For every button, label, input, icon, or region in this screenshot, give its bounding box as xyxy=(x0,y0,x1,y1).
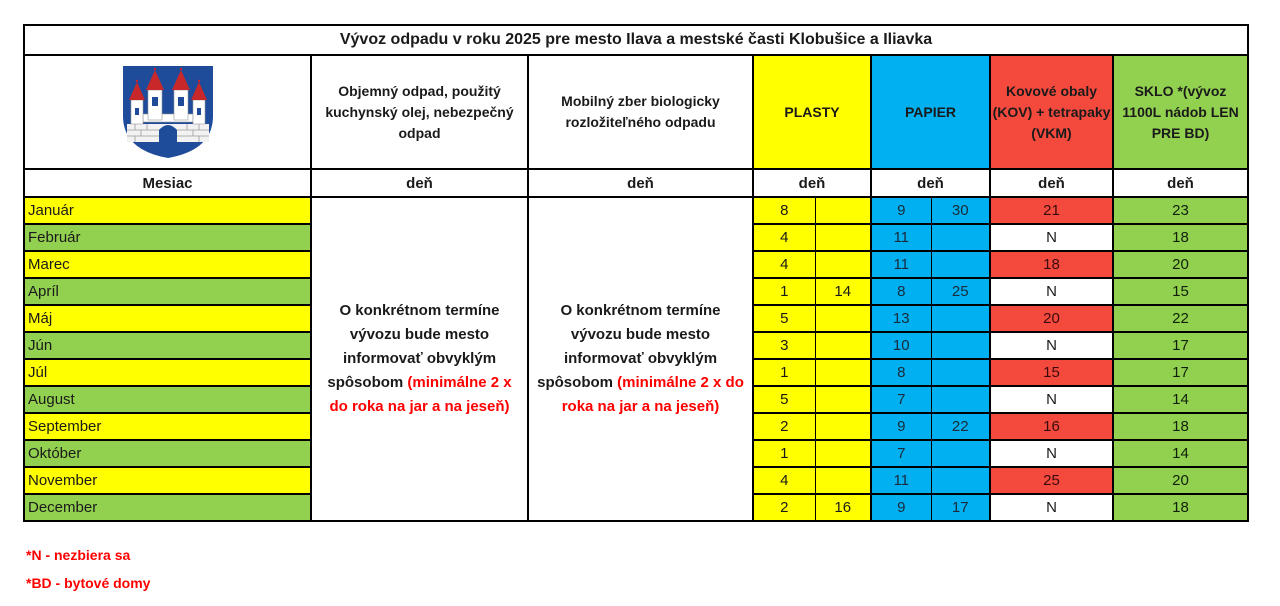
note-bio xyxy=(528,197,753,521)
papier-day-1: 11 xyxy=(871,467,931,494)
papier-day-2 xyxy=(931,305,990,332)
month-cell: Apríl xyxy=(24,278,311,305)
kov-day: N xyxy=(990,224,1113,251)
subheader-papier-day: deň xyxy=(871,169,990,197)
header-bio-waste: Mobilný zber biologicky rozložiteľného odpadu xyxy=(528,55,753,169)
plasty-day-2 xyxy=(815,332,871,359)
kov-day: 25 xyxy=(990,467,1113,494)
plasty-day-2 xyxy=(815,386,871,413)
plasty-day-1: 8 xyxy=(753,197,815,224)
month-cell: Júl xyxy=(24,359,311,386)
papier-day-1: 11 xyxy=(871,224,931,251)
note-bulky xyxy=(311,197,528,521)
header-sklo: SKLO *(vývoz 1100L nádob LEN PRE BD) xyxy=(1113,55,1248,169)
plasty-day-2 xyxy=(815,440,871,467)
papier-day-2 xyxy=(931,224,990,251)
plasty-day-2: 14 xyxy=(815,278,871,305)
subheader-month: Mesiac xyxy=(24,169,311,197)
sklo-day: 23 xyxy=(1113,197,1248,224)
month-cell: Október xyxy=(24,440,311,467)
note-bio-highlight: (minimálne 2 x do roka na jar a na jeseň) xyxy=(561,374,744,415)
header-kov: Kovové obaly (KOV) + tetrapaky (VKM) xyxy=(990,55,1113,169)
kov-day: 16 xyxy=(990,413,1113,440)
sklo-day: 20 xyxy=(1113,251,1248,278)
plasty-day-1: 1 xyxy=(753,359,815,386)
papier-day-2 xyxy=(931,359,990,386)
month-cell: November xyxy=(24,467,311,494)
sklo-day: 20 xyxy=(1113,467,1248,494)
schedule-rows xyxy=(24,197,1248,521)
logo-cell xyxy=(24,55,311,169)
plasty-day-1: 4 xyxy=(753,467,815,494)
month-cell: September xyxy=(24,413,311,440)
plasty-day-2 xyxy=(815,359,871,386)
sklo-day: 15 xyxy=(1113,278,1248,305)
papier-day-2: 25 xyxy=(931,278,990,305)
kov-day: 20 xyxy=(990,305,1113,332)
papier-day-2: 22 xyxy=(931,413,990,440)
sklo-day: 22 xyxy=(1113,305,1248,332)
papier-day-1: 8 xyxy=(871,278,931,305)
papier-day-2 xyxy=(931,440,990,467)
papier-day-2 xyxy=(931,251,990,278)
plasty-day-1: 4 xyxy=(753,251,815,278)
papier-day-1: 7 xyxy=(871,440,931,467)
kov-day: N xyxy=(990,386,1113,413)
sklo-day: 14 xyxy=(1113,440,1248,467)
plasty-day-2 xyxy=(815,224,871,251)
subheader-plasty-day: deň xyxy=(753,169,871,197)
month-cell: Január xyxy=(24,197,311,224)
header-bulky-waste: Objemný odpad, použitý kuchynský olej, nebezpečný odpad xyxy=(311,55,528,169)
kov-day: 21 xyxy=(990,197,1113,224)
note-bulky-highlight: (minimálne 2 x do roka na jar a na jeseň) xyxy=(329,374,512,415)
papier-day-1: 13 xyxy=(871,305,931,332)
papier-day-2 xyxy=(931,332,990,359)
footnote-n: *N - nezbiera sa xyxy=(26,547,131,563)
subheader-bio-day: deň xyxy=(528,169,753,197)
papier-day-2 xyxy=(931,386,990,413)
footnote-bd: *BD - bytové domy xyxy=(26,575,151,591)
kov-day: N xyxy=(990,440,1113,467)
plasty-day-1: 3 xyxy=(753,332,815,359)
papier-day-2 xyxy=(931,467,990,494)
kov-day: N xyxy=(990,494,1113,521)
coat-of-arms-icon xyxy=(121,64,215,160)
sklo-day: 18 xyxy=(1113,413,1248,440)
plasty-day-1: 2 xyxy=(753,413,815,440)
note-bulky-text: O konkrétnom termíne vývozu bude mesto informovať obvyklým spôsobom xyxy=(327,302,500,391)
plasty-day-1: 1 xyxy=(753,440,815,467)
table-title: Vývoz odpadu v roku 2025 pre mesto Ilava a mestské časti Klobušice a Iliavka xyxy=(24,25,1248,55)
plasty-day-1: 1 xyxy=(753,278,815,305)
subheader-kov-day: deň xyxy=(990,169,1113,197)
month-cell: Jún xyxy=(24,332,311,359)
plasty-day-1: 4 xyxy=(753,224,815,251)
waste-schedule-table xyxy=(23,24,1249,522)
month-cell: Marec xyxy=(24,251,311,278)
subheader-sklo-day: deň xyxy=(1113,169,1248,197)
papier-day-1: 7 xyxy=(871,386,931,413)
sklo-day: 18 xyxy=(1113,494,1248,521)
kov-day: N xyxy=(990,332,1113,359)
month-cell: December xyxy=(24,494,311,521)
plasty-day-1: 5 xyxy=(753,305,815,332)
kov-day: 18 xyxy=(990,251,1113,278)
month-cell: Máj xyxy=(24,305,311,332)
header-papier: PAPIER xyxy=(871,55,990,169)
papier-day-2: 30 xyxy=(931,197,990,224)
sklo-day: 18 xyxy=(1113,224,1248,251)
subheader-bulky-day: deň xyxy=(311,169,528,197)
papier-day-1: 9 xyxy=(871,494,931,521)
papier-day-1: 9 xyxy=(871,197,931,224)
note-bio-text: O konkrétnom termíne vývozu bude mesto informovať obvyklým spôsobom xyxy=(537,302,721,391)
plasty-day-2 xyxy=(815,413,871,440)
header-plasty: PLASTY xyxy=(753,55,871,169)
papier-day-1: 9 xyxy=(871,413,931,440)
papier-day-1: 10 xyxy=(871,332,931,359)
plasty-day-1: 2 xyxy=(753,494,815,521)
footnotes xyxy=(26,541,150,597)
plasty-day-1: 5 xyxy=(753,386,815,413)
plasty-day-2 xyxy=(815,305,871,332)
month-cell: August xyxy=(24,386,311,413)
sklo-day: 14 xyxy=(1113,386,1248,413)
papier-day-2: 17 xyxy=(931,494,990,521)
plasty-day-2: 16 xyxy=(815,494,871,521)
plasty-day-2 xyxy=(815,251,871,278)
plasty-day-2 xyxy=(815,197,871,224)
sklo-day: 17 xyxy=(1113,359,1248,386)
kov-day: 15 xyxy=(990,359,1113,386)
papier-day-1: 8 xyxy=(871,359,931,386)
papier-day-1: 11 xyxy=(871,251,931,278)
plasty-day-2 xyxy=(815,467,871,494)
sklo-day: 17 xyxy=(1113,332,1248,359)
table-row xyxy=(24,197,1248,224)
month-cell: Február xyxy=(24,224,311,251)
kov-day: N xyxy=(990,278,1113,305)
